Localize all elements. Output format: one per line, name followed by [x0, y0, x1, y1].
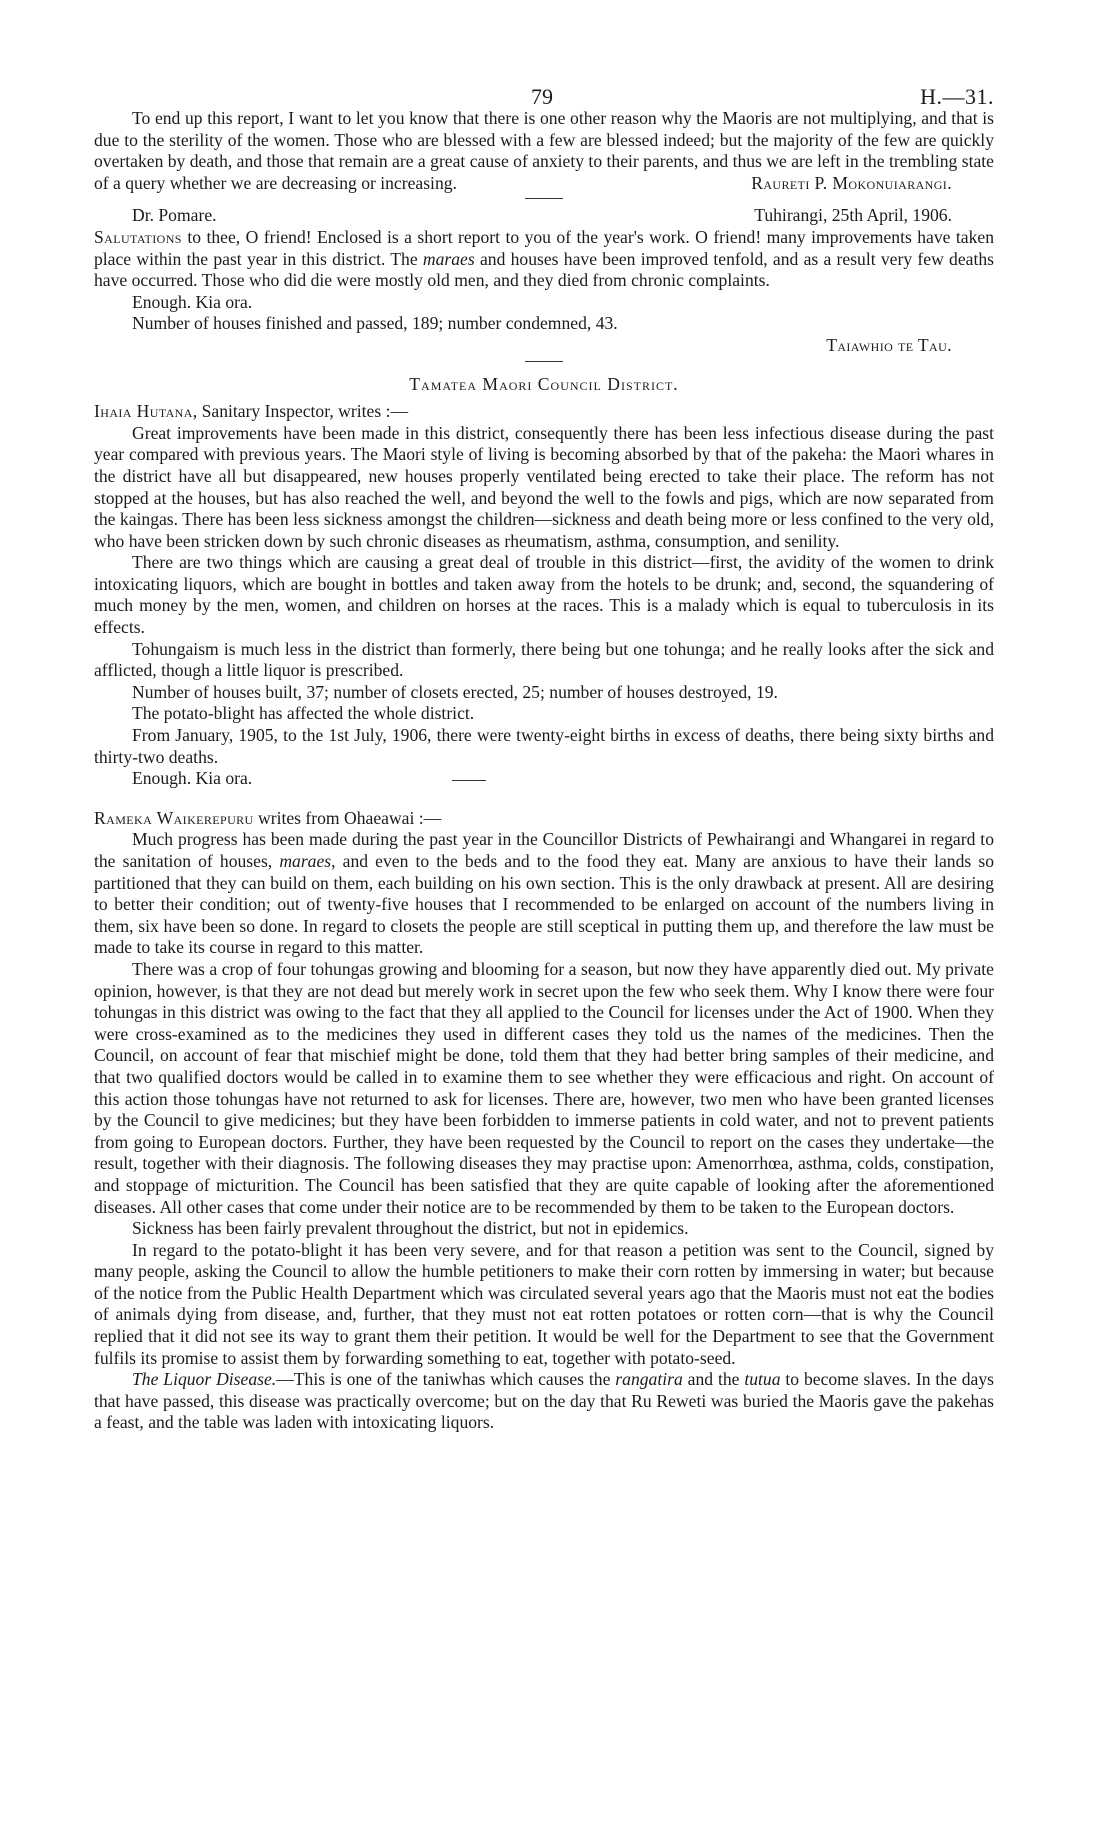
document-page	[94, 0, 994, 1434]
letter2-heading	[94, 205, 994, 227]
report3-closing: Enough. Kia ora.	[94, 768, 994, 790]
divider	[525, 361, 563, 362]
report4-paragraph-5: The Liquor Disease.—This is one of the taniwhas which causes the rangatira and the tutua to become slaves. In the days that have passed, this disease was practically overcome; but on the day that Ru Reweti was buried the Maoris gave the pakehas a feast, and the table was laden with intoxicating liquors.	[94, 1369, 995, 1433]
report4-author-line: Rameka Waikerepuru writes from Ohaeawai :—	[94, 807, 442, 828]
report3-paragraph-4: Number of houses built, 37; number of closets erected, 25; number of houses destroyed, 19.	[132, 681, 778, 702]
report3-author: Ihaia Hutana	[94, 401, 193, 422]
divider	[525, 198, 563, 199]
report3-paragraph-2: There are two things which are causing a great deal of trouble in this district—first, the avidity of the women to drink intoxicating liquors, which are bought in bottles and taken away from the hotels to be drunk; and, second, the squandering of much money by the men, women, and children on horses at the races. This is a malady which is equal to tuberculosis in its effects.	[94, 552, 994, 638]
report3-paragraph-5: The potato-blight has affected the whole district.	[132, 703, 475, 724]
letter2-paragraph: Salutations to thee, O friend! Enclosed is a short report to you of the year's work. O friend! many improvements have taken place within the past year in this district. The maraes and houses have been improved tenfold, and as a result very few deaths have occurred. Those who did die were mostly old men, and they died from chronic complaints.	[94, 226, 994, 291]
divider	[452, 780, 486, 781]
letter2-signature: Taiawhio te Tau.	[826, 334, 952, 355]
report4-author: Rameka Waikerepuru	[94, 807, 254, 828]
report3-author-line: Ihaia Hutana, Sanitary Inspector, writes :—	[94, 401, 409, 422]
report4-paragraph-4: In regard to the potato-blight it has been very severe, and for that reason a petition was sent to the Council, signed by many people, asking the Council to allow the humble petitioners to make their corn rotten by immersing in water; but because of the notice from the Public Health Department which was circulated several years ago that the Maoris must not eat the bodies of animals dying from disease, and, further, that they must not eat rotten potatoes or rotten corn—that is why the Council replied that it did not see its way to grant them their petition. It would be well for the Department to see that the Government fulfils its promise to assist them by forwarding something to eat, together with potato-seed.	[94, 1239, 994, 1368]
report4-paragraph-3: Sickness has been fairly prevalent throughout the district, but not in epidemics.	[132, 1218, 689, 1239]
letter2-closing: Enough. Kia ora.	[132, 291, 253, 312]
letter2-stats: Number of houses finished and passed, 189; number condemned, 43.	[132, 313, 618, 334]
section-title: Tamatea Maori Council District.	[409, 373, 679, 394]
report3-paragraph-3: Tohungaism is much less in the district than formerly, there being but one tohunga; and he really looks after the sick and afflicted, though a little liquor is prescribed.	[94, 638, 994, 681]
letter2-salutation: Salutations	[94, 226, 182, 247]
report4-paragraph-1: Much progress has been made during the past year in the Councillor Districts of Pewhairangi and Whangarei in regard to the sanitation of houses, maraes, and even to the beds and to the food they eat. Many are anxious to have their lands so partitioned that they can build on them, each building on his own section. This is the only drawback at present. All are desiring to better their condition; out of twenty-five houses that I recommended to be enlarged on account of the numbers living in them, six have been so done. In regard to closets the people are still sceptical in putting them up, and therefore the law must be made to take its course in regard to this matter.	[94, 829, 994, 958]
page-number: 79	[531, 84, 553, 109]
report4-liquor-heading: The Liquor Disease.	[132, 1369, 277, 1390]
report1-paragraph: To end up this report, I want to let you know that there is one other reason why the Maoris are not multiplying, and that is due to the sterility of the women. Those who are blessed with a few are blessed indeed; but the majority of the few are quickly overtaken by death, and those that remain are a great cause of anxiety to their parents, and thus we are left in the trembling state of a query whether we are decreasing or increasing.	[94, 108, 994, 193]
report3-paragraph-6: From January, 1905, to the 1st July, 1906, there were twenty-eight births in excess of deaths, there being sixty births and thirty-two deaths.	[94, 725, 994, 767]
report4-paragraph-2: There was a crop of four tohungas growing and blooming for a season, but now they have apparently died out. My private opinion, however, is that they are not dead but merely work in secret upon the few who seek them. Why I know there were four tohungas in this district was owing to the fact that they all applied to the Council for licenses under the Act of 1900. When they were cross-examined as to the medicines they used in different cases they told us the names of the medicines. Then the Council, on account of fear that mischief might be done, told them that they had better bring samples of their medicine, and that two qualified doctors would be called in to examine them to see whether they were efficacious and right. On account of this action those tohungas have not returned to ask for licenses. There are, however, two men who have been granted licenses by the Council to give medicines; but they have been forbidden to immerse patients in cold water, and not to prevent patients from going to European doctors. Further, they have been requested by the Council to report on the cases they undertake—the result, together with their diagnosis. The following diseases they may practise upon: Amenorrhœa, asthma, colds, constipation, and stoppage of micturition. The Council has been satisfied that they are quite capable of looking after the aforementioned diseases. All other cases that come under their notice are to be recommended by them to be taken to the European doctors.	[94, 958, 994, 1217]
report1-signature: Raureti P. Mokonuiarangi.	[751, 172, 952, 193]
letter2-addressee: Dr. Pomare.	[132, 205, 217, 226]
document-reference: H.—31.	[920, 84, 994, 109]
page-header	[94, 0, 994, 108]
report3-paragraph-1: Great improvements have been made in this district, consequently there has been less infectious disease during the past year compared with previous years. The Maori style of living is becoming absorbed by that of the pakeha: the Maori whares in the district have all but disappeared, new houses properly ventilated being erected to take their place. The reform has not stopped at the houses, but has also reached the well, and beyond the well to the fowls and pigs, which are now separated from the kaingas. There has been less sickness amongst the children—sickness and death being more or less confined to the very old, who have been stricken down by such chronic diseases as rheumatism, asthma, consumption, and senility.	[94, 422, 994, 551]
letter2-place-date: Tuhirangi, 25th April, 1906.	[754, 205, 952, 226]
